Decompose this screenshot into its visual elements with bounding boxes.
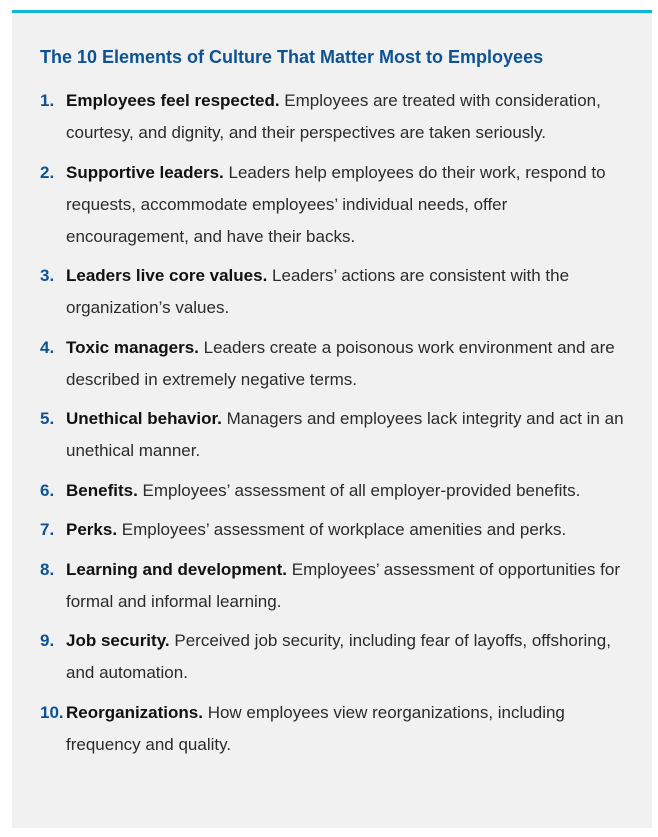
item-heading: Employees feel respected.	[66, 91, 280, 110]
item-text: Managers and employees lack integrity and act in an unethical manner.	[66, 409, 624, 460]
item-heading: Job security.	[66, 631, 170, 650]
list-item	[40, 85, 626, 149]
item-number: 5.	[40, 409, 55, 428]
item-text: Employees’ assessment of opportunities for formal and informal learning.	[66, 559, 620, 611]
list-item	[40, 260, 626, 324]
item-number: 10.	[40, 702, 64, 722]
list-item	[40, 697, 626, 761]
sidebar-panel	[12, 10, 652, 828]
list-item	[40, 554, 626, 618]
item-number: 9.	[40, 631, 55, 650]
list-item	[40, 625, 626, 689]
item-text: Employees’ assessment of workplace amenities and perks.	[121, 520, 567, 539]
item-heading: Unethical behavior.	[66, 409, 222, 428]
list-item	[40, 475, 626, 507]
item-text: How employees view reorganizations, including frequency and quality.	[66, 702, 565, 754]
list-item	[40, 514, 626, 546]
item-text: Leaders’ actions are consistent with the organization’s values.	[66, 266, 570, 317]
list-item	[40, 403, 626, 467]
item-heading: Leaders live core values.	[66, 266, 268, 285]
item-number: 1.	[40, 91, 55, 110]
item-text: Perceived job security, including fear of layoffs, offshoring, and automation.	[66, 631, 611, 682]
item-text: Employees are treated with consideration, courtesy, and dignity, and their perspectives are taken seriously.	[66, 91, 601, 142]
culture-elements-list	[40, 85, 626, 768]
item-number: 8.	[40, 559, 55, 579]
item-number: 2.	[40, 162, 55, 182]
item-heading: Perks.	[66, 520, 118, 539]
list-item	[40, 332, 626, 396]
item-heading: Learning and development.	[66, 559, 288, 579]
item-number: 6.	[40, 480, 55, 500]
item-heading: Supportive leaders.	[66, 162, 224, 182]
item-number: 3.	[40, 266, 55, 285]
item-heading: Toxic managers.	[66, 337, 199, 357]
item-text: Leaders help employees do their work, respond to requests, accommodate employees’ individual needs, offer encouragement, and have their backs.	[66, 162, 606, 246]
item-text: Employees’ assessment of all employer-provided benefits.	[142, 480, 581, 500]
panel-title: The 10 Elements of Culture That Matter Most to Employees	[40, 47, 544, 67]
item-heading: Benefits.	[66, 480, 138, 500]
item-number: 7.	[40, 520, 55, 539]
item-text: Leaders create a poisonous work environment and are described in extremely negative terms.	[66, 337, 615, 389]
list-item	[40, 157, 626, 253]
item-heading: Reorganizations.	[66, 702, 203, 722]
item-number: 4.	[40, 337, 55, 357]
